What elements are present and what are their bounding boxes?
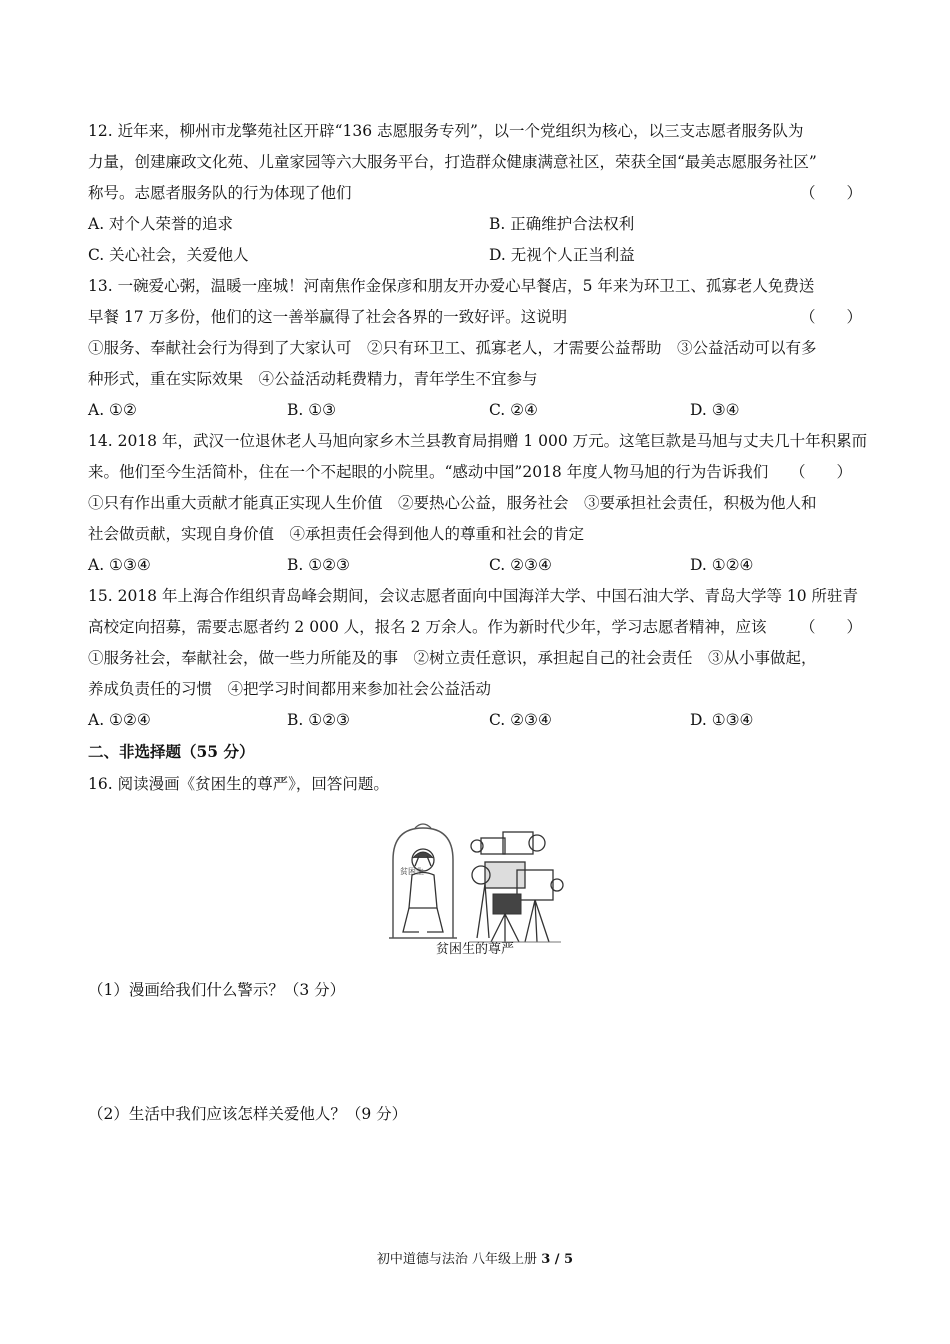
page-number: 3 / 5: [541, 1252, 574, 1267]
q12-line-2: 力量，创建廉政文化苑、儿童家园等六大服务平台，打造群众健康满意社区，荣获全国“最美志愿服务社区”: [88, 153, 817, 171]
q15-line-1: 15. 2018 年上海合作组织青岛峰会期间，会议志愿者面向中国海洋大学、中国石油大学、青岛大学等 10 所驻青: [88, 587, 859, 605]
q15-option-b: B. ①②③: [287, 711, 350, 729]
q12-option-d: D. 无视个人正当利益: [489, 246, 635, 264]
q16-intro: 16. 阅读漫画《贫困生的尊严》，回答问题。: [88, 775, 389, 793]
q14-line-2: 来。他们至今生活简朴，住在一个不起眼的小院里。“感动中国”2018 年度人物马旭的行为告诉我们: [88, 463, 769, 481]
q13-line-1: 13. 一碗爱心粥，温暖一座城！河南焦作金保彦和朋友开办爱心早餐店，5 年来为环卫工、孤寡老人免费送: [88, 277, 815, 295]
q13-line-3: ①服务、奉献社会行为得到了大家认可 ②只有环卫工、孤寡老人，才需要公益帮助 ③公益活动可以有多: [88, 339, 817, 357]
q13-option-c: C. ②④: [489, 401, 538, 419]
q15-option-c: C. ②③④: [489, 711, 552, 729]
q15-line-2: 高校定向招募，需要志愿者约 2 000 人，报名 2 万余人。作为新时代少年，学习志愿者精神，应该: [88, 618, 767, 636]
q12-option-c: C. 关心社会，关爱他人: [88, 246, 249, 264]
q15-answer-paren: （ ）: [800, 618, 863, 636]
q12-option-b: B. 正确维护合法权利: [489, 215, 635, 233]
q14-option-b: B. ①②③: [287, 556, 350, 574]
q15-line-4: 养成负责任的习惯 ④把学习时间都用来参加社会公益活动: [88, 680, 492, 698]
q14-option-d: D. ①②④: [690, 556, 754, 574]
q14-option-a: A. ①③④: [88, 556, 151, 574]
q12-option-a: A. 对个人荣誉的追求: [88, 215, 234, 233]
q14-line-3: ①只有作出重大贡献才能真正实现人生价值 ②要热心公益，服务社会 ③要承担社会责任，积极为他人和: [88, 494, 817, 512]
q13-option-a: A. ①②: [88, 401, 137, 419]
q13-answer-paren: （ ）: [800, 308, 863, 326]
q12-answer-paren: （ ）: [800, 184, 863, 202]
q14-line-1: 14. 2018 年，武汉一位退休老人马旭向家乡木兰县教育局捐赠 1 000 万元。这笔巨款是马旭与丈夫几十年积累而: [88, 432, 868, 450]
page-footer: [0, 1251, 950, 1269]
q14-option-c: C. ②③④: [489, 556, 552, 574]
cartoon-label: 贫困生: [400, 867, 424, 876]
q15-line-3: ①服务社会，奉献社会，做一些力所能及的事 ②树立责任意识，承担起自己的社会责任 ③从小事做起，: [88, 649, 817, 667]
q15-option-a: A. ①②④: [88, 711, 151, 729]
q16-subquestion-1: （1）漫画给我们什么警示？（3 分）: [88, 981, 346, 999]
q13-option-b: B. ①③: [287, 401, 337, 419]
q12-line-1: 12. 近年来，柳州市龙擎苑社区开辟“136 志愿服务专列”，以一个党组织为核心，以三支志愿者服务队为: [88, 122, 804, 140]
q15-option-d: D. ①③④: [690, 711, 754, 729]
footer-course: 初中道德与法治 八年级上册: [376, 1252, 542, 1267]
cartoon-caption: 贫困生的尊严: [435, 942, 514, 957]
q13-line-4: 种形式，重在实际效果 ④公益活动耗费精力，青年学生不宜参与: [88, 370, 538, 388]
q13-option-d: D. ③④: [690, 401, 740, 419]
q14-answer-paren: （ ）: [790, 463, 853, 481]
q14-line-4: 社会做贡献，实现自身价值 ④承担责任会得到他人的尊重和社会的肯定: [88, 525, 585, 543]
q16-subquestion-2: （2）生活中我们应该怎样关爱他人？（9 分）: [88, 1105, 408, 1123]
section-heading: 二、非选择题（55 分）: [88, 742, 255, 761]
q12-line-3: 称号。志愿者服务队的行为体现了他们: [88, 184, 352, 202]
q13-line-2: 早餐 17 万多份，他们的这一善举赢得了社会各界的一致好评。这说明: [88, 308, 568, 326]
